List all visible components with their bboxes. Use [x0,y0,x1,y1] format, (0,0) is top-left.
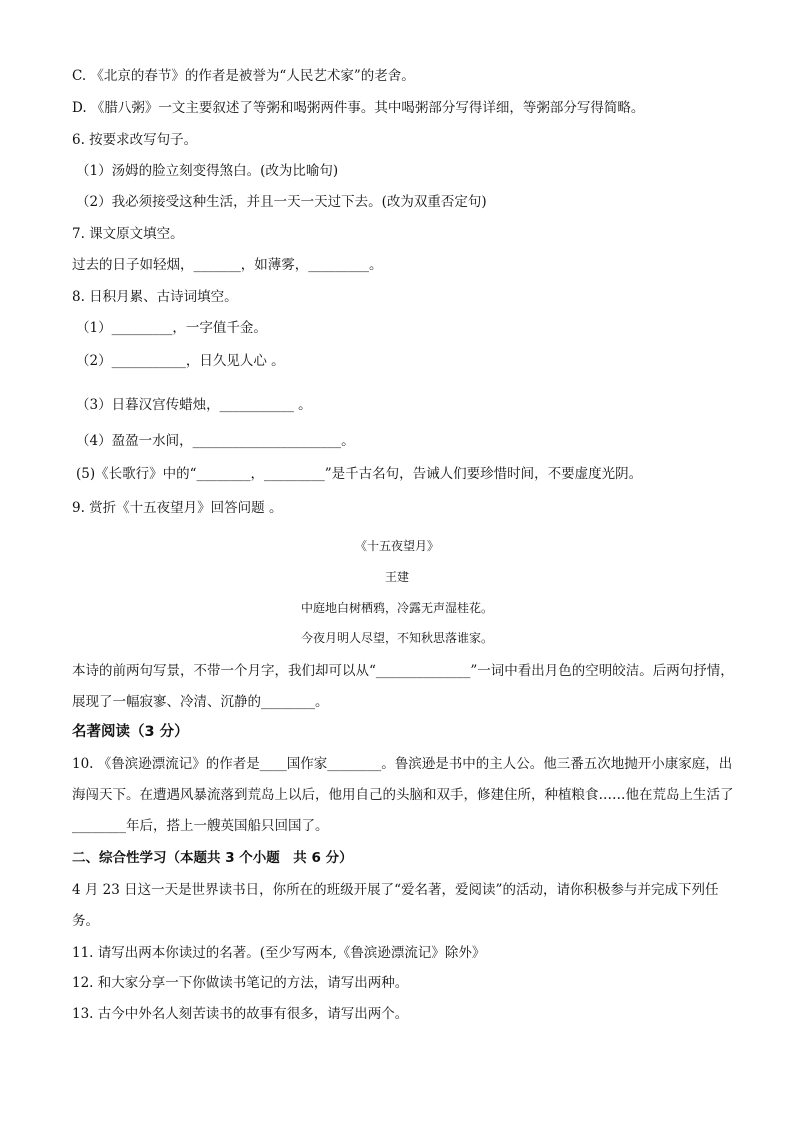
question-11: 11. 请写出两本你读过的名著。(至少写两本,《鲁滨逊漂流记》除外》 [72,945,486,961]
poem-line-2: 今夜月明人尽望，不知秋思落谁家。 [300,631,493,645]
question-8-part-4: （4）盈盈一水间，______________________。 [76,433,355,449]
option-d: D. 《腊八粥》一文主要叙述了等粥和喝粥两件事。其中喝粥部分写得详细，等粥部分写得简略。 [72,100,645,116]
poem-title: 《十五夜望月》 [354,539,439,553]
option-c: C. 《北京的春节》的作者是被誉为“人民艺术家”的老舍。 [72,68,415,84]
poem-line-1: 中庭地白树栖鸦，冷露无声湿桂花。 [300,601,493,615]
question-6: 6. 按要求改写句子。 [72,132,198,148]
question-8-part-2: （2）___________，日久见人心 。 [76,353,285,369]
question-6-part-2: （2）我必须接受这种生活，并且一天一天过下去。(改为双重否定句) [76,194,487,210]
question-7-text: 过去的日子如轻烟，_______，如薄雾，_________。 [72,257,383,273]
question-9: 9. 赏折《十五夜望月》回答问题 。 [72,500,283,516]
question-13: 13. 古今中外名人刻苦读书的故事有很多，请写出两个。 [72,1006,409,1022]
question-7: 7. 课文原文填空。 [72,226,184,242]
question-10: 10. 《鲁滨逊漂流记》的作者是____国作家________。鲁滨逊是书中的主人公。他三番五次地抛开小康家庭，出海闯天下。在遭遇风暴流落到荒岛上以后，他用自己的头脑和双手，修建住所，种植粮食……他在荒岛上生活了________年后，搭上一艘英国船只回国了。 [72,756,734,834]
question-8-part-5: (5)《长歌行》中的“________，_________”是千古名句，告诫人们要珍惜时间，不要虚度光阴。 [76,466,643,482]
question-8-part-1: （1）_________，一字值千金。 [76,320,267,336]
question-12: 12. 和大家分享一下你做读书笔记的方法，请写出两种。 [72,975,409,991]
question-9-text: 本诗的前两句写景，不带一个月字，我们却可以从“______________”一词中看出月色的空明皎洁。后两句抒情，展现了一幅寂寥、冷清、沉静的________。 [72,663,734,710]
activity-intro: 4 月 23 日这一天是世界读书日，你所在的班级开展了“爱名著，爱阅读”的活动，请你积极参与并完成下列任务。 [72,882,719,929]
section-reading-heading: 名著阅读（3 分） [72,724,189,740]
section-two-heading: 二、综合性学习（本题共 3 个小题 共 6 分） [72,850,353,866]
question-6-part-1: （1）汤姆的脸立刻变得煞白。(改为比喻句) [76,163,339,179]
question-8: 8. 日积月累、古诗词填空。 [72,289,238,305]
poem-author: 王建 [384,570,409,584]
question-8-part-3: （3）日暮汉宫传蜡烛，___________ 。 [76,397,312,413]
